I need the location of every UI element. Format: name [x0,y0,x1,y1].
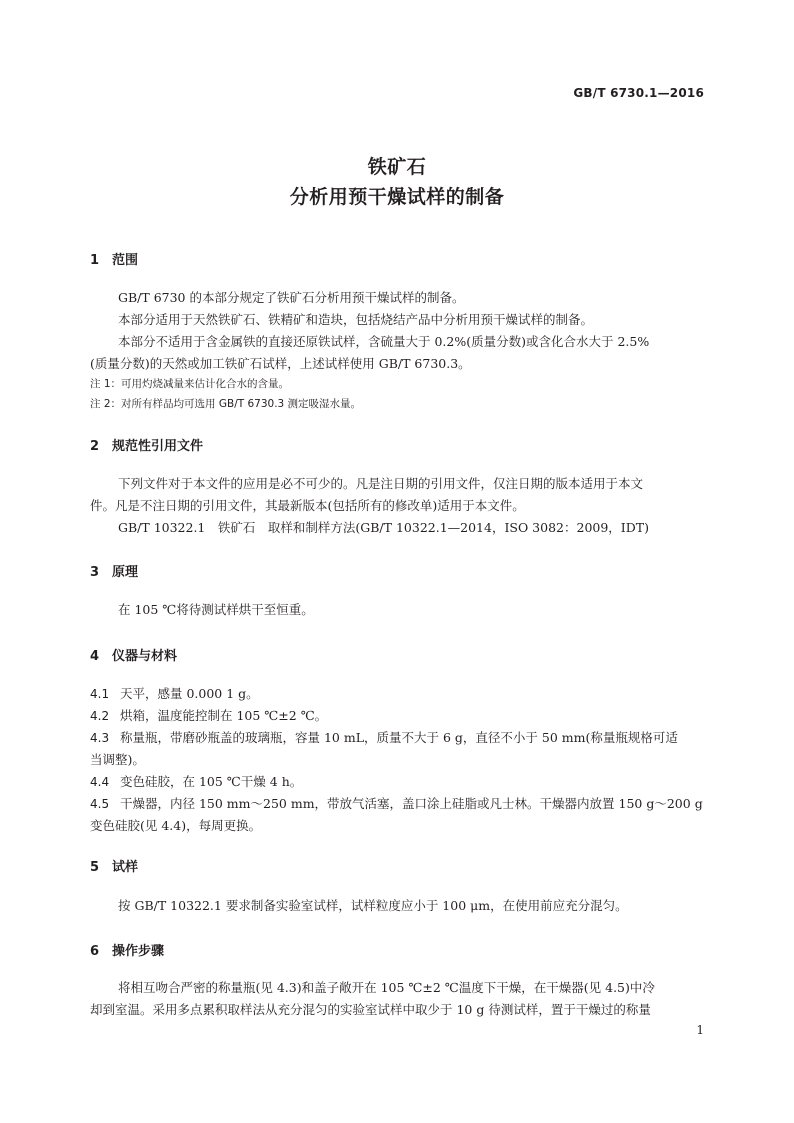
item-number: 4.4 [90,775,110,789]
item-text: 烘箱，温度能控制在 105 ℃±2 ℃。 [120,708,328,723]
paragraph-continuation: 件。凡是不注日期的引用文件，其最新版本(包括所有的修改单)适用于本文件。 [90,498,525,513]
paragraph: 下列文件对于本文件的应用是必不可少的。凡是注日期的引用文件，仅注日期的版本适用于本文 [118,476,644,491]
paragraph-continuation: 却到室温。采用多点累积取样法从充分混匀的实验室试样中取少于 10 g 待测试样，置于干燥过的称量 [90,1002,651,1017]
list-item [90,683,704,705]
section-heading-apparatus [90,645,177,664]
document-title-line1: 铁矿石 [367,156,427,178]
page-number: 1 [696,1023,704,1037]
list-item [90,793,704,815]
item-number: 4.2 [90,709,110,723]
list-item [90,771,704,793]
paragraph-continuation: (质量分数)的天然或加工铁矿石试样，上述试样使用 GB/T 6730.3。 [90,356,471,371]
item-number: 4.5 [90,797,110,811]
item-text: 天平，感量 0.000 1 g。 [120,686,259,701]
document-title-line2: 分析用预干燥试样的制备 [289,186,505,208]
section-title: 试样 [112,860,139,875]
list-item [90,727,704,749]
note: 注 2：对所有样品均可选用 GB/T 6730.3 测定吸湿水量。 [90,398,362,410]
section-number: 6 [90,944,100,959]
item-number: 4.3 [90,731,110,745]
section-number: 3 [90,565,100,580]
paragraph: 本部分适用于天然铁矿石、铁精矿和造块，包括烧结产品中分析用预干燥试样的制备。 [118,312,594,327]
section-heading-procedure [90,940,164,959]
section-number: 2 [90,439,100,454]
item-text: 变色硅胶，在 105 ℃干燥 4 h。 [120,774,303,789]
section-title: 规范性引用文件 [112,439,204,454]
section-heading-scope [90,249,138,268]
reference-entry: GB/T 10322.1 铁矿石 取样和制样方法(GB/T 10322.1—2014，ISO 3082：2009，IDT) [118,520,649,535]
standard-code: GB/T 6730.1—2016 [573,86,704,100]
section-title: 范围 [112,253,139,268]
section-title: 原理 [112,565,139,580]
paragraph: 将相互吻合严密的称量瓶(见 4.3)和盖子敞开在 105 ℃±2 ℃温度下干燥，在干燥器(见 4.5)中冷 [118,980,655,995]
item-text: 称量瓶，带磨砂瓶盖的玻璃瓶，容量 10 mL，质量不大于 6 g，直径不小于 50 mm(称量瓶规格可适 [120,730,678,745]
section-heading-principle [90,561,138,580]
note: 注 1：可用灼烧减量来估计化合水的含量。 [90,378,290,390]
paragraph: 在 105 ℃将待测试样烘干至恒重。 [118,602,314,617]
section-number: 4 [90,649,100,664]
section-number: 5 [90,860,100,875]
list-item [90,705,704,727]
item-number: 4.1 [90,687,110,701]
paragraph: GB/T 6730 的本部分规定了铁矿石分析用预干燥试样的制备。 [118,290,465,305]
paragraph: 本部分不适用于含金属铁的直接还原铁试样，含硫量大于 0.2%(质量分数)或含化合水大于 2.5% [118,334,650,349]
section-number: 1 [90,253,100,268]
paragraph: 按 GB/T 10322.1 要求制备实验室试样，试样粒度应小于 100 μm，在使用前应充分混匀。 [118,898,628,913]
item-text: 干燥器，内径 150 mm～250 mm，带放气活塞，盖口涂上硅脂或凡士林。干燥器内放置 150 g～200 g [120,796,703,811]
section-title: 仪器与材料 [112,649,178,664]
section-heading-normative-references [90,435,203,454]
section-heading-sample [90,856,138,875]
section-title: 操作步骤 [112,944,165,959]
list-item-continuation: 当调整)。 [90,752,145,767]
list-item-continuation: 变色硅胶(见 4.4)，每周更换。 [90,818,262,833]
